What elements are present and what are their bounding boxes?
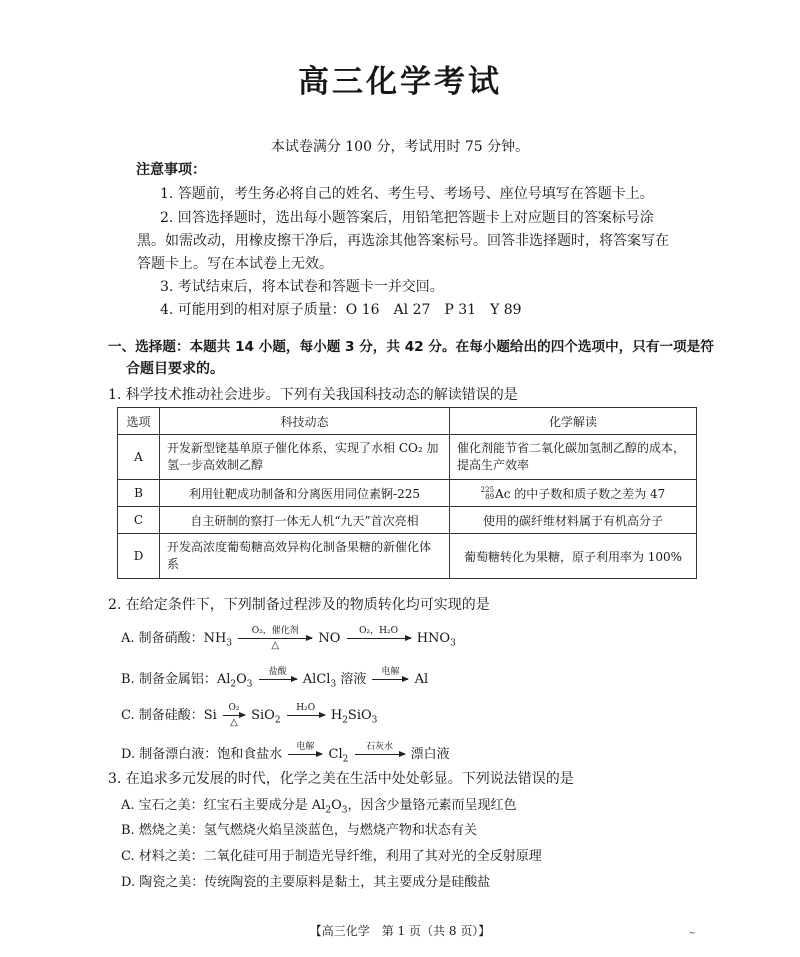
table-header: 科技动态: [160, 408, 450, 435]
reaction-arrow: [238, 626, 312, 651]
species: 溶液: [336, 672, 367, 687]
exam-info: 本试卷满分 100 分，考试用时 75 分钟。: [270, 139, 530, 155]
chem-cell: 使用的碳纤维材料属于有机高分子: [450, 507, 697, 534]
notice-item-4: 4. 可能用到的相对原子质量：O 16 Al 27 P 31 Y 89: [160, 302, 522, 318]
reaction-arrow: [259, 667, 297, 680]
reaction-arrow: [347, 626, 411, 639]
q3-option-b: B. 燃烧之美：氢气燃烧火焰呈淡蓝色，与燃烧产物和状态有关: [121, 823, 477, 838]
page-title: 高三化学考试: [298, 64, 502, 100]
reaction-arrow: [372, 667, 408, 680]
chem-text: Ac 的中子数和质子数之差为 47: [495, 486, 666, 501]
news-cell: 开发高浓度葡萄糖高效异构化制备果糖的新催化体系: [160, 534, 450, 579]
q2-option-d: D. 制备漂白液：饱和食盐水 电解 $Cl_2$ 石灰水 漂白液: [121, 743, 450, 765]
arrow-condition: 电解: [381, 667, 400, 677]
q3-option-a: A. 宝石之美：红宝石主要成分是 $Al_2O_3$，因含少量铬元素而呈现红色: [121, 798, 517, 816]
arrow-condition: 盐酸: [268, 667, 287, 677]
option-text: A. 宝石之美：红宝石主要成分是 Al: [121, 798, 326, 813]
option-label: C. 制备硅酸：Si: [121, 708, 217, 723]
table-header: 选项: [118, 408, 160, 435]
option-cell: D: [118, 534, 160, 579]
chem-cell: 葡萄糖转化为果糖，原子利用率为 100%: [450, 534, 697, 579]
arrow-condition: 电解: [296, 742, 315, 752]
reaction-arrow: [223, 703, 245, 728]
notice-item-3: 3. 考试结束后，将本试卷和答题卡一并交回。: [160, 279, 444, 295]
page-footer: 【高三化学 第 1 页（共 8 页）】: [309, 924, 491, 938]
table-row: [118, 480, 697, 507]
news-cell: 利用钍靶成功制备和分离医用同位素锕-225: [160, 480, 450, 507]
q3-option-c: C. 材料之美：二氧化硅可用于制造光导纤维，利用了其对光的全反射原理: [121, 849, 542, 864]
chem-cell: [450, 480, 697, 507]
species: 漂白液: [410, 747, 450, 762]
q3-option-d: D. 陶瓷之美：传统陶瓷的主要原料是黏土，其主要成分是硅酸盐: [121, 875, 491, 890]
mass-number: 225: [480, 486, 495, 494]
q2-option-a: A. 制备硝酸：$NH_3$ O₂，催化剂 △ NO O₂，H₂O $HNO_3$: [121, 627, 456, 649]
species: SiO: [251, 708, 275, 723]
atomic-number: 89: [485, 493, 495, 501]
arrow-condition: O₂，催化剂: [251, 626, 299, 636]
q2-option-c: C. 制备硅酸：Si O₂ △ SiO$_2$ H₂O $H_2SiO_3$: [121, 703, 378, 728]
option-label: A. 制备硝酸：NH: [121, 631, 227, 646]
species: H: [330, 708, 343, 723]
option-label: D. 制备漂白液：饱和食盐水: [121, 747, 283, 762]
notice-item-1: 1. 答题前，考生务必将自己的姓名、考生号、考场号、座位号填写在答题卡上。: [160, 186, 654, 202]
reaction-arrow: [288, 742, 322, 755]
option-cell: A: [118, 435, 160, 480]
arrow-condition: △: [230, 717, 238, 728]
news-cell: 开发新型铑基单原子催化体系，实现了水相 CO₂ 加氢一步高效制乙醇: [160, 435, 450, 480]
notice-item-2-end: 答题卡上。写在本试卷上无效。: [137, 256, 333, 272]
news-cell: 自主研制的察打一体无人机“九天”首次亮相: [160, 507, 450, 534]
option-text: ，因含少量铬元素而呈现红色: [347, 798, 517, 813]
table-header: 化学解读: [450, 408, 697, 435]
arrow-condition: H₂O: [296, 703, 316, 713]
table-row: [118, 534, 697, 579]
table-row: [118, 507, 697, 534]
species: SiO: [347, 708, 372, 723]
arrow-condition: △: [271, 640, 280, 651]
table-row: [118, 435, 697, 480]
species: Al: [414, 672, 429, 687]
table-header-row: [118, 408, 697, 435]
question-1-stem: 1. 科学技术推动社会进步。下列有关我国科技动态的解读错误的是: [108, 387, 518, 403]
option-cell: B: [118, 480, 160, 507]
species: AlCl: [302, 672, 331, 687]
species: Cl: [328, 747, 343, 762]
reaction-arrow: [287, 703, 325, 716]
q2-option-b: B. 制备金属铝：$Al_2O_3$ 盐酸 AlCl$_3$ 溶液 电解 Al: [121, 668, 428, 690]
arrow-condition: O₂，H₂O: [359, 626, 398, 636]
question-1-table: [117, 407, 697, 579]
notice-item-2: 2. 回答选择题时，选出每小题答案后，用铅笔把答题卡上对应题目的答案标号涂: [160, 210, 654, 226]
question-2-stem: 2. 在给定条件下，下列制备过程涉及的物质转化均可实现的是: [108, 597, 490, 613]
section-heading: 一、选择题：本题共 14 小题，每小题 3 分，共 42 分。在每小题给出的四个选项中，只有一项是符: [108, 339, 714, 355]
arrow-condition: O₂: [228, 703, 240, 713]
chem-cell: 催化剂能节省二氧化碳加氢制乙醇的成本，提高生产效率: [450, 435, 697, 480]
corner-mark: ~: [688, 928, 697, 939]
option-cell: C: [118, 507, 160, 534]
species: NO: [318, 631, 341, 646]
species: HNO: [416, 631, 451, 646]
reaction-arrow: [355, 742, 405, 755]
option-label: B. 制备金属铝：Al: [121, 672, 231, 687]
notice-item-2-cont: 黑。如需改动，用橡皮擦干净后，再选涂其他答案标号。回答非选择题时，将答案写在: [137, 233, 669, 249]
question-3-stem: 3. 在追求多元发展的时代，化学之美在生活中处处彰显。下列说法错误的是: [108, 771, 574, 787]
arrow-condition: 石灰水: [365, 742, 393, 752]
notice-heading: 注意事项：: [136, 162, 206, 178]
section-heading-cont: 合题目要求的。: [126, 361, 224, 377]
